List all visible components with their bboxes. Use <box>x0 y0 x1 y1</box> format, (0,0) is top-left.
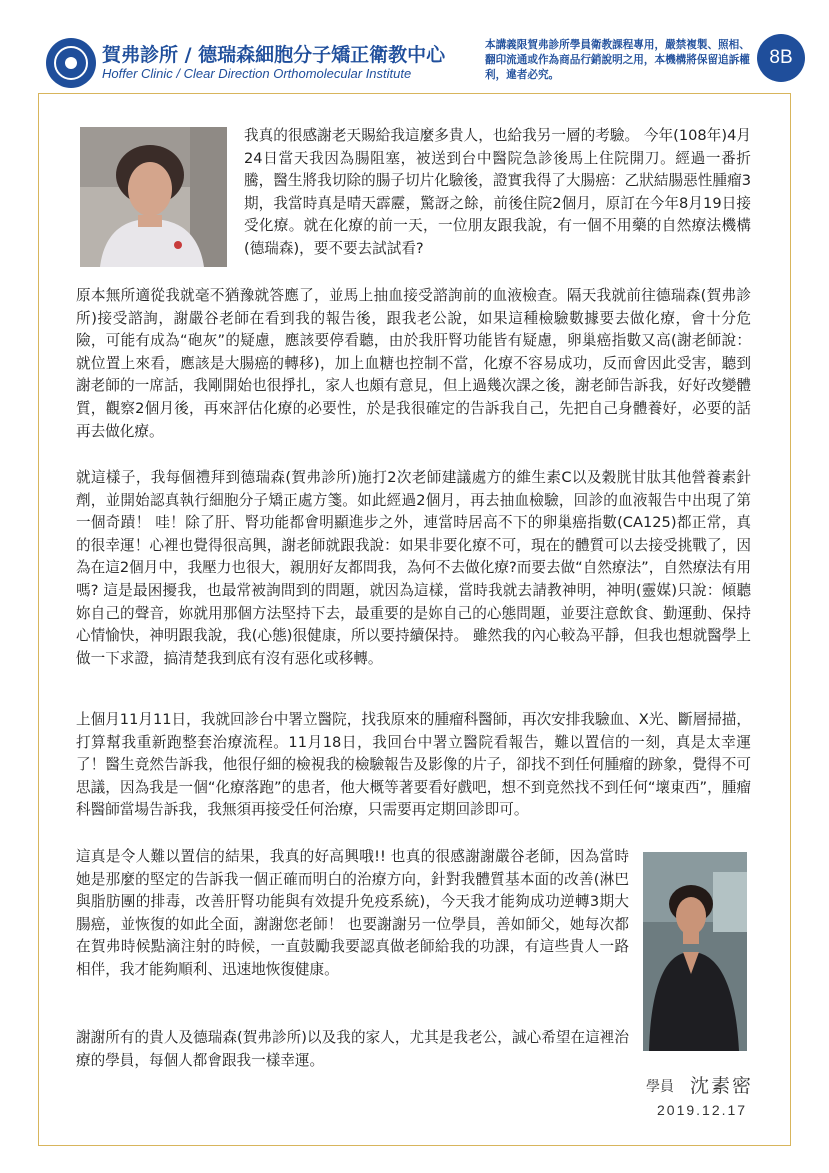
logo-ring <box>54 46 88 80</box>
signature-date: 2019.12.17 <box>657 1102 748 1118</box>
clinic-title-english: Hoffer Clinic / Clear Direction Orthomolecular Institute <box>102 66 412 81</box>
paragraph-intro: 我真的很感謝老天賜給我這麼多貴人，也給我另一層的考驗。 今年(108年)4月24日當天我因為腸阻塞，被送到台中醫院急診後馬上住院開刀。經過一番折騰，醫生將我切除的腸子切片化驗後，證實我得了大腸癌：乙狀結腸惡性腫瘤3期，我當時真是晴天霹靂，驚訝之餘，前後住院2個月，原訂在今年8月19日接受化療。就在化療的前一天，一位朋友跟我說，有一個不用藥的自然療法機構(德瑞森)，要不要去試試看? <box>244 127 751 257</box>
copyright-notice: 本講義限賀弗診所學員衛教課程專用，嚴禁複製、照相、翻印流通或作為商品行銷說明之用，本機構將保留追訴權利，違者必究。 <box>485 39 750 81</box>
paragraph-gratitude: 這真是令人難以置信的結果，我真的好高興哦!! 也真的很感謝謝嚴谷老師，因為當時她是那麼的堅定的告訴我一個正確而明白的治療方向，針對我體質基本面的改善(淋巴與脂肪團的排毒，改善肝腎功能與有效提升免疫系統)，今天我才能夠成功逆轉3期大腸癌，並恢復的如此全面，謝謝您老師！ 也要謝謝另一位學員，善如師父，她每次都在賀弗時候點滴注射的時候，一直鼓勵我要認真做老師給我的功課，有這些貴人一路相伴，我才能夠順利、迅速地恢復健康。 <box>76 848 629 978</box>
paragraph-checkup: 上個月11月11日，我就回診台中署立醫院，找我原來的腫瘤科醫師，再次安排我驗血、X光、斷層掃描，打算幫我重新跑整套治療流程。11月18日，我回台中署立醫院看報告，難以置信的一刻，真是太幸運了！醫生竟然告訴我，他很仔細的檢視我的檢驗報告及影像的片子，卻找不到任何腫瘤的跡象，覺得不可思議，因為我是一個“化療落跑”的患者，他大概等著要看好戲吧，想不到竟然找不到任何“壞東西”，腫瘤科醫師當場告訴我，我無須再接受任何治療，只需要再定期回診即可。 <box>76 711 751 819</box>
signature-label: 學員 <box>646 1079 674 1095</box>
clinic-logo <box>46 38 96 88</box>
student-recent-photo <box>643 852 747 1051</box>
paragraph-closing: 謝謝所有的貴人及德瑞森(賀弗診所)以及我的家人，尤其是我老公，誠心希望在這裡治療的學員，每個人都會跟我一樣幸運。 <box>76 1029 629 1069</box>
recent-photo-image-icon <box>643 852 747 1051</box>
paragraph-treatment: 就這樣子，我每個禮拜到德瑞森(賀弗診所)施打2次老師建議處方的維生素C以及穀胱甘肽其他營養素針劑，並開始認真執行細胞分子矯正處方箋。如此經過2個月，再去抽血檢驗，回診的血液報告中出現了第一個奇蹟！ 哇！除了肝、腎功能都會明顯進步之外，連當時居高不下的卵巢癌指數(CA125)都正常，真的很幸運！心裡也覺得很高興，謝老師就跟我說：如果非要化療不可，現在的體質可以去接受挑戰了，因為在這2個月中，我壓力也很大，親朋好友都問我，為何不去做化療?而要去做“自然療法”，自然療法有用嗎? 這是最困擾我，也最常被詢問到的問題，就因為這樣，當時我就去請教神明，神明(靈媒)只說：傾聽妳自己的聲音，妳就用那個方法堅持下去，最重要的是妳自己的心態問題，並要注意飲食、勤運動、保持心情愉快，神明跟我說，我(心態)很健康，所以要持續保持。 雖然我的內心較為平靜，但我也想就醫學上做一下求證，搞清楚我到底有沒有惡化或移轉。 <box>76 469 751 667</box>
logo-emblem-icon <box>65 57 77 69</box>
student-portrait-photo <box>80 127 227 267</box>
paragraph-consultation: 原本無所適從我就毫不猶豫就答應了，並馬上抽血接受諮詢前的血液檢查。隔天我就前往德瑞森(賀弗診所)接受諮詢，謝嚴谷老師在看到我的報告後，跟我老公說，如果這種檢驗數據要去做化療，會十分危險，可能有成為“砲灰”的疑慮，應該要停看聽，由於我肝腎功能皆有疑慮，卵巢癌指數又高(謝老師說：就位置上來看，應該是大腸癌的轉移)，加上血糖也控制不當，化療不容易成功，反而會因此受害，聽到謝老師的一席話，我剛開始也很掙扎，家人也頗有意見，但上過幾次課之後，謝老師告訴我，好好改變體質，觀察2個月後，再來評估化療的必要性，於是我很確定的告訴我自己，先把自己身體養好，必要的話再去做化療。 <box>76 287 751 440</box>
portrait-image-icon <box>80 127 227 267</box>
signature-name: 沈素密 <box>690 1075 754 1097</box>
clinic-title-chinese: 賀弗診所 / 德瑞森細胞分子矯正衛教中心 <box>102 44 446 66</box>
page-header <box>0 0 829 92</box>
page-badge: 8B <box>757 34 805 82</box>
